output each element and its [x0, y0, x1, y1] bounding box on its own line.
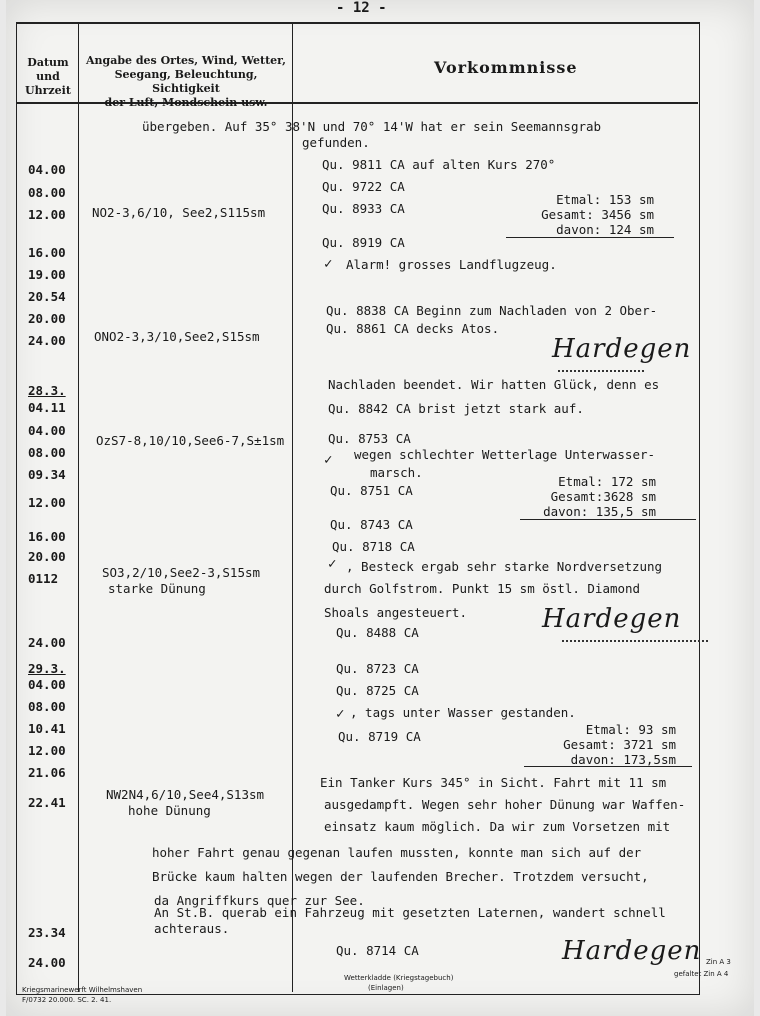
log-entry: marsch. — [370, 465, 423, 480]
log-entry: Qu. 8743 CA — [330, 517, 413, 532]
log-time: 09.34 — [28, 467, 66, 482]
log-entry: An St.B. querab ein Fahrzeug mit gesetzten Laternen, wandert schnell — [154, 905, 666, 920]
log-entry: Shoals angesteuert. — [324, 605, 467, 620]
log-entry: Qu. 8753 CA — [328, 431, 411, 446]
log-entry: Qu. 8723 CA — [336, 661, 419, 676]
log-time: 19.00 — [28, 267, 66, 282]
log-entry: Qu. 8751 CA — [330, 483, 413, 498]
log-time: 22.41 — [28, 795, 66, 810]
log-entry: Alarm! grosses Landflugzeug. — [346, 257, 557, 272]
log-time: 0112 — [28, 571, 59, 586]
signature: Hardegen — [562, 936, 702, 966]
log-time: 04.00 — [28, 677, 66, 692]
log-time: 04.11 — [28, 400, 66, 415]
underline — [520, 519, 696, 520]
log-entry: Brücke kaum halten wegen der laufenden Brecher. Trotzdem versucht, — [152, 869, 649, 884]
footer-size-note: Zin A 3 — [706, 958, 731, 966]
log-entry: Qu. 8488 CA — [336, 625, 419, 640]
log-weather: starke Dünung — [108, 581, 206, 596]
log-entry: , Besteck ergab sehr starke Nordversetzung — [346, 559, 663, 574]
log-entry: hoher Fahrt genau gegenan laufen mussten, konnte man sich auf der — [152, 845, 642, 860]
log-time: 24.00 — [28, 635, 66, 650]
header-date-time: Datum und Uhrzeit — [25, 56, 71, 97]
log-weather: SO3,2/10,See2-3,S15sm — [102, 565, 261, 580]
log-weather: NW2N4,6/10,See4,S13sm — [106, 787, 265, 802]
log-entry: Nachladen beendet. Wir hatten Glück, denn es — [328, 377, 660, 392]
log-entry: wegen schlechter Wetterlage Unterwasser- — [354, 447, 656, 462]
check-mark: ✓ — [328, 556, 337, 572]
log-entry: Qu. 8933 CA — [322, 201, 405, 216]
etmal-block: Etmal: 153 sm Gesamt: 3456 sm davon: 124 sm — [541, 192, 654, 237]
log-time: 23.34 — [28, 925, 66, 940]
signature: Hardegen — [552, 334, 692, 364]
log-entry: durch Golfstrom. Punkt 15 sm östl. Diamond — [324, 581, 641, 596]
underline — [524, 766, 692, 767]
log-entry: Qu. 8838 CA Beginn zum Nachladen von 2 Ober- — [326, 303, 658, 318]
log-entry: Qu. 8714 CA — [336, 943, 419, 958]
log-entry: Ein Tanker Kurs 345° in Sicht. Fahrt mit 11 sm — [320, 775, 667, 790]
log-time: 04.00 — [28, 162, 66, 177]
log-entry: einsatz kaum möglich. Da wir zum Vorsetzen mit — [324, 819, 671, 834]
log-entry: Qu. 9811 CA auf alten Kurs 270° — [322, 157, 556, 172]
log-entry: Qu. 9722 CA — [322, 179, 405, 194]
footer-form-number: F/0732 20.000. SC. 2. 41. — [22, 996, 112, 1004]
log-entry: Qu. 8719 CA — [338, 729, 421, 744]
log-entry: achteraus. — [154, 921, 230, 936]
log-time: 04.00 — [28, 423, 66, 438]
log-entry: gefunden. — [302, 135, 370, 150]
log-weather: OzS7-8,10/10,See6-7,S±1sm — [96, 433, 285, 448]
log-entry: übergeben. Auf 35° 38'N und 70° 14'W hat er sein Seemannsgrab — [142, 119, 602, 134]
log-time: 21.06 — [28, 765, 66, 780]
check-mark: ✓ — [324, 256, 333, 272]
log-entry: Qu. 8718 CA — [332, 539, 415, 554]
header-weather: Angabe des Ortes, Wind, Wetter, Seegang, Beleuchtung, Sichtigkeit der Luft, Mondschein usw. — [85, 54, 287, 109]
log-time: 20.00 — [28, 549, 66, 564]
log-entry: Qu. 8842 CA brist jetzt stark auf. — [328, 401, 584, 416]
etmal-block: Etmal: 172 sm Gesamt:3628 sm davon: 135,5 sm — [543, 474, 656, 519]
log-weather: ONO2-3,3/10,See2,S15sm — [94, 329, 260, 344]
footer-form-subtitle: (Einlagen) — [368, 984, 404, 992]
page-number: - 12 - — [336, 0, 387, 16]
header-events: Vorkommnisse — [434, 58, 578, 77]
signature-dots — [558, 370, 644, 372]
log-time: 10.41 — [28, 721, 66, 736]
log-time: 12.00 — [28, 495, 66, 510]
log-entry: Qu. 8861 CA decks Atos. — [326, 321, 500, 336]
footer-printer: Kriegsmarinewerft Wilhelmshaven — [22, 986, 143, 994]
log-entry: , tags unter Wasser gestanden. — [350, 705, 576, 720]
log-date: 29.3. — [28, 661, 66, 676]
etmal-block: Etmal: 93 sm Gesamt: 3721 sm davon: 173,5sm — [563, 722, 676, 767]
check-mark: ✓ — [324, 452, 333, 468]
log-time: 20.54 — [28, 289, 66, 304]
footer-form-title: Wetterkladde (Kriegstagebuch) — [344, 974, 454, 982]
log-time: 16.00 — [28, 245, 66, 260]
log-time: 16.00 — [28, 529, 66, 544]
log-entry: ausgedampft. Wegen sehr hoher Dünung war Waffen- — [324, 797, 686, 812]
log-entry: da Angriffkurs quer zur See. — [154, 893, 365, 908]
log-entry: Qu. 8725 CA — [336, 683, 419, 698]
log-time: 24.00 — [28, 333, 66, 348]
log-weather: NO2-3,6/10, See2,S115sm — [92, 205, 266, 220]
log-weather: hohe Dünung — [128, 803, 211, 818]
log-time: 24.00 — [28, 955, 66, 970]
log-date: 28.3. — [28, 383, 66, 398]
logbook-page — [6, 0, 754, 1016]
log-time: 20.00 — [28, 311, 66, 326]
check-mark: ✓ — [336, 706, 345, 722]
log-time: 12.00 — [28, 743, 66, 758]
log-time: 08.00 — [28, 699, 66, 714]
underline — [506, 237, 674, 238]
signature-dots — [562, 640, 708, 642]
column-divider — [78, 22, 79, 992]
footer-fold-note: gefaltet Zin A 4 — [674, 970, 729, 978]
signature: Hardegen — [542, 604, 682, 634]
log-time: 08.00 — [28, 185, 66, 200]
log-entry: Qu. 8919 CA — [322, 235, 405, 250]
log-time: 08.00 — [28, 445, 66, 460]
log-time: 12.00 — [28, 207, 66, 222]
